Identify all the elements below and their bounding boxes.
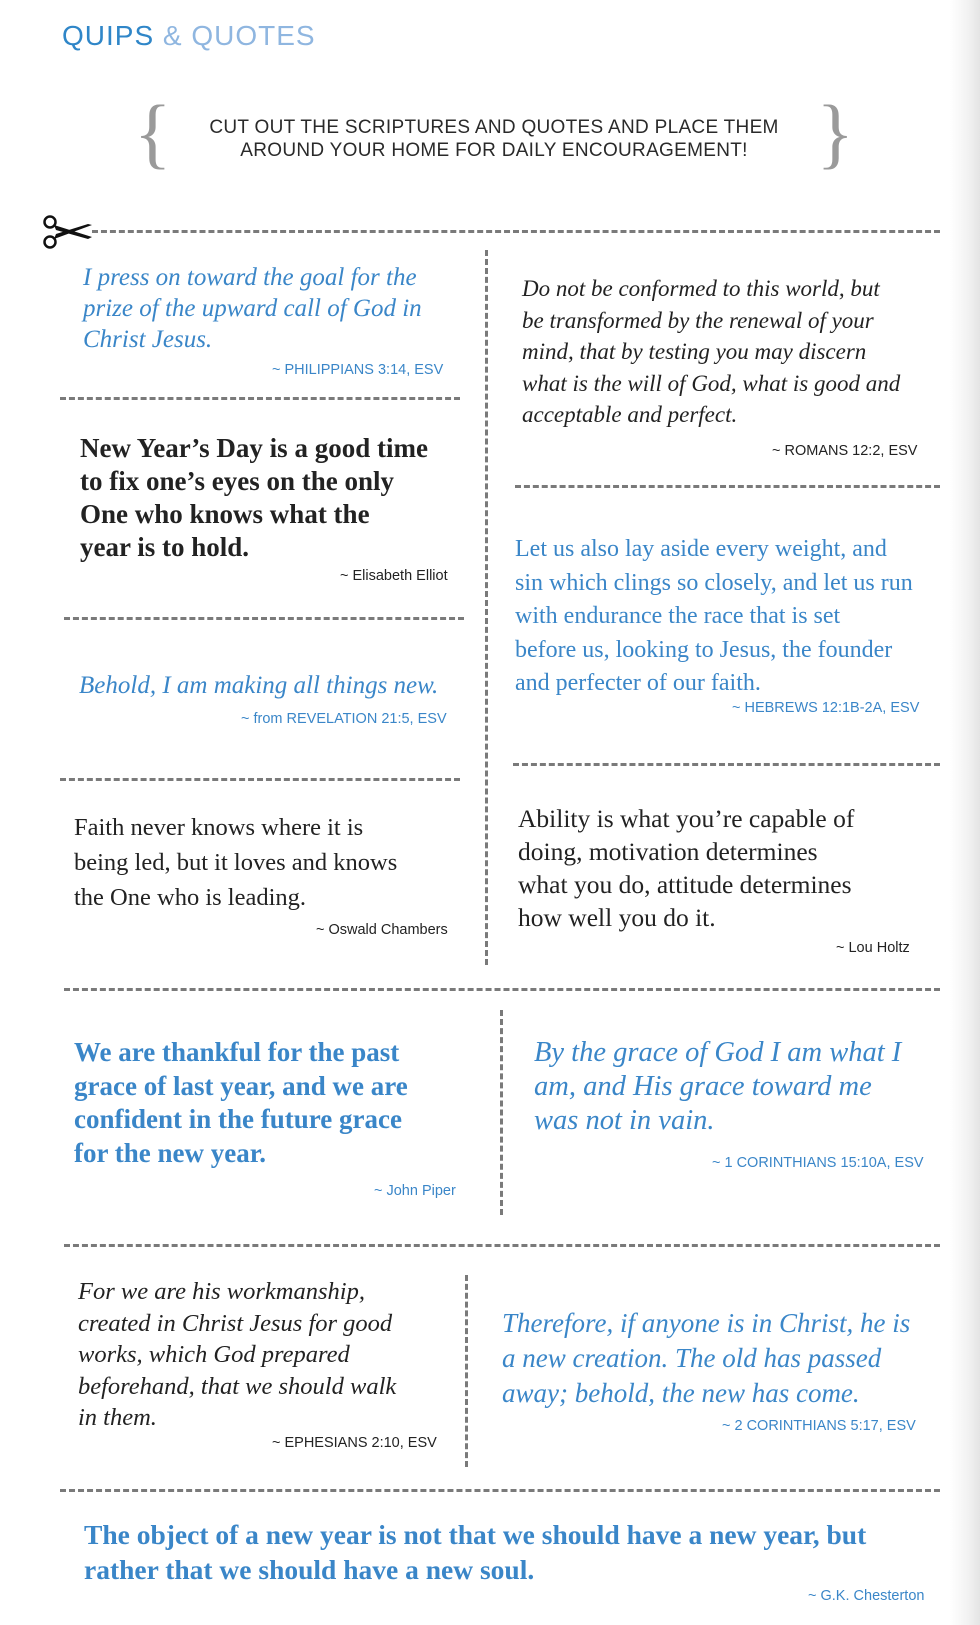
attribution-romans: ~ ROMANS 12:2, ESV [772, 443, 918, 459]
cut-line-right-1 [515, 485, 940, 488]
attribution-piper: ~ John Piper [374, 1183, 456, 1199]
quote-card-chesterton: The object of a new year is not that we should have a new year, but rather that we should have a new soul. [84, 1519, 867, 1585]
cut-line-full-1 [64, 988, 940, 991]
attribution-revelation: ~ from REVELATION 21:5, ESV [241, 711, 447, 727]
cut-line-left-2 [64, 617, 464, 620]
cut-line-left-3 [60, 778, 460, 781]
cut-line-left-1 [60, 397, 460, 400]
instructions-text [164, 116, 824, 162]
cut-line-vertical-2 [500, 1010, 503, 1215]
instructions-line-2: AROUND YOUR HOME FOR DAILY ENCOURAGEMENT! [240, 140, 748, 161]
quote-card-2corinthians: Therefore, if anyone is in Christ, he is a new creation. The old has passed away; behold, the new has come. [502, 1308, 911, 1408]
attribution-chesterton: ~ G.K. Chesterton [808, 1588, 925, 1604]
quote-card-chambers: Faith never knows where it is being led, but it loves and knows the One who is leading. [74, 814, 398, 911]
cut-line-full-2 [64, 1244, 940, 1247]
quote-card-romans: Do not be conformed to this world, but be transformed by the renewal of your mind, that by testing you may discern what is the will of God, what is good and acceptable and perfect. [522, 276, 901, 427]
quote-card-holtz: Ability is what you’re capable of doing, motivation determines what you do, attitude determines how well you do it. [518, 804, 855, 932]
attribution-ephesians: ~ EPHESIANS 2:10, ESV [272, 1435, 437, 1451]
cut-line-vertical-3 [465, 1275, 468, 1467]
attribution-philippians: ~ PHILIPPIANS 3:14, ESV [272, 362, 444, 378]
title-quotes: & QUOTES [162, 20, 316, 51]
page-edge-shadow [950, 0, 980, 1625]
quote-card-hebrews: Let us also lay aside every weight, and sin which clings so closely, and let us run with endurance the race that is set before us, looking to Jesus, the founder and perfecter of our faith. [515, 536, 913, 696]
cut-line-right-2 [513, 763, 940, 766]
quote-card-piper: We are thankful for the past grace of last year, and we are confident in the future grace for the new year. [74, 1037, 408, 1168]
instructions-box [134, 89, 854, 180]
cut-line-top [92, 230, 940, 233]
quote-card-philippians: I press on toward the goal for the prize of the upward call of God in Christ Jesus. [83, 264, 422, 353]
attribution-chambers: ~ Oswald Chambers [316, 922, 448, 938]
cut-line-vertical-1 [485, 250, 488, 965]
quote-card-elliot: New Year’s Day is a good time to fix one’s eyes on the only One who knows what the year is to hold. [80, 433, 428, 562]
attribution-2corinthians: ~ 2 CORINTHIANS 5:17, ESV [722, 1418, 916, 1434]
title-quips: QUIPS [62, 20, 155, 51]
left-brace-icon: { [134, 89, 172, 176]
scissors-icon [42, 215, 96, 249]
attribution-hebrews: ~ HEBREWS 12:1B-2A, ESV [732, 700, 920, 716]
quote-card-1corinthians: By the grace of God I am what I am, and His grace toward me was not in vain. [534, 1037, 902, 1136]
attribution-1corinthians: ~ 1 CORINTHIANS 15:10A, ESV [712, 1155, 924, 1171]
quote-card-revelation: Behold, I am making all things new. [79, 672, 439, 699]
instructions-line-1: CUT OUT THE SCRIPTURES AND QUOTES AND PLACE THEM [209, 117, 779, 138]
cut-line-full-3 [60, 1489, 940, 1492]
quote-card-ephesians: For we are his workmanship, created in Christ Jesus for good works, which God prepared beforehand, that we should walk in them. [78, 1278, 397, 1431]
attribution-elliot: ~ Elisabeth Elliot [340, 568, 448, 584]
right-brace-icon: } [816, 89, 854, 176]
page-title [62, 20, 316, 52]
attribution-holtz: ~ Lou Holtz [836, 940, 910, 956]
